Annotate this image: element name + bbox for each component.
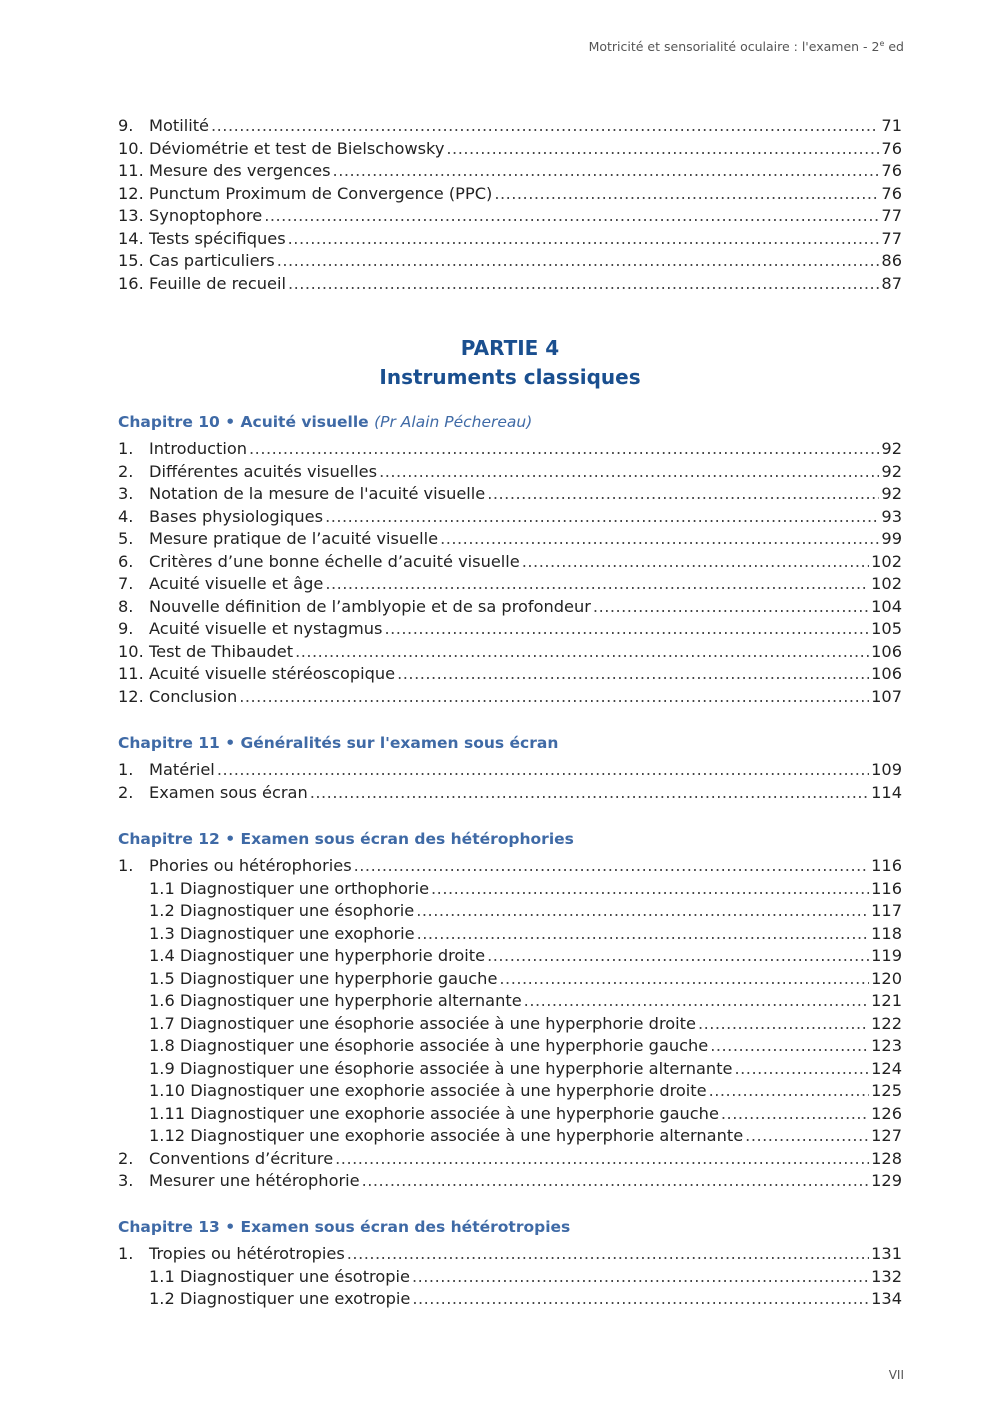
dot-leader [288,273,879,296]
entry-title: Critères d’une bonne échelle d’acuité visuelle [149,551,520,571]
dot-leader [494,183,879,206]
toc-entry [118,618,902,641]
toc-subentry [118,1103,902,1126]
toc-subentry [118,1080,902,1103]
chapter-12 [118,827,902,1193]
entry-title: 1.7 Diagnostiquer une ésophorie associée à une hyperphorie droite [149,1013,696,1033]
dot-leader [310,782,869,805]
chapter-entry-list [118,438,902,708]
entry-page-number: 132 [871,1266,902,1286]
dot-leader [277,250,880,273]
entry-number: 10. [118,138,144,158]
toc-entry [118,115,902,138]
toc-subentry [118,923,902,946]
dot-leader [709,1080,869,1103]
entry-title: Phories ou hétérophories [149,856,352,875]
entry-page-number: 126 [871,1103,902,1123]
entry-page-number: 109 [871,760,902,779]
intro-entry-list [118,115,902,295]
entry-title: Motilité [149,116,210,135]
dot-leader [524,990,869,1013]
toc-entry [118,686,902,709]
entry-title: Feuille de recueil [149,273,286,293]
dot-leader [211,115,879,138]
toc-subentry [118,945,902,968]
part-title: Instruments classiques [379,365,641,389]
toc-entry [118,759,902,782]
toc-entry [118,1148,902,1171]
dot-leader [487,945,869,968]
chapter-title: Chapitre 13 • Examen sous écran des hétérotropies [118,1218,571,1236]
entry-number: 1. [118,439,134,458]
chapter-author: (Pr Alain Péchereau) [374,413,533,431]
entry-page-number: 128 [871,1148,902,1168]
toc-subentry [118,1013,902,1036]
entry-number: 5. [118,529,134,548]
dot-leader [217,759,869,782]
dot-leader [335,1148,869,1171]
entry-number: 2. [118,461,134,481]
entry-title: Mesure pratique de l’acuité visuelle [149,529,439,548]
toc-entry [118,1243,902,1266]
dot-leader [487,483,879,506]
entry-page-number: 118 [871,923,902,943]
entry-page-number: 131 [871,1244,902,1263]
entry-number: 12. [118,686,144,706]
entry-page-number: 102 [871,574,902,593]
entry-page-number: 87 [881,273,902,293]
entry-number: 6. [118,551,134,571]
entry-page-number: 116 [871,878,902,898]
dot-leader [412,1288,869,1311]
dot-leader [384,618,869,641]
entry-title: Acuité visuelle et âge [149,574,324,593]
entry-title: 1.6 Diagnostiquer une hyperphorie alternante [149,991,522,1010]
dot-leader [417,923,869,946]
toc-entry [118,506,902,529]
dot-leader [239,686,869,709]
entry-number: 13. [118,206,144,225]
toc-entry [118,205,902,228]
entry-page-number: 121 [871,991,902,1010]
entry-number: 9. [118,116,134,135]
entry-title: 1.12 Diagnostiquer une exophorie associée à une hyperphorie alternante [149,1126,744,1145]
entry-page-number: 106 [871,664,902,683]
entry-number: 10. [118,641,144,661]
chapter-entry-list [118,759,902,804]
entry-page-number: 117 [871,901,902,920]
entry-title: Notation de la mesure de l'acuité visuelle [149,484,486,503]
toc-entry [118,641,902,664]
chapter-heading [118,1215,902,1239]
entry-page-number: 77 [881,228,902,248]
entry-number: 3. [118,484,134,503]
entry-number: 11. [118,161,144,180]
chapter-heading [118,410,902,434]
entry-page-number: 105 [871,619,902,638]
chapter-11 [118,731,902,804]
dot-leader [354,855,869,878]
entry-title: Mesurer une hétérophorie [149,1171,360,1190]
dot-leader [698,1013,869,1036]
entry-title: Test de Thibaudet [149,641,294,661]
entry-page-number: 122 [871,1013,902,1033]
entry-number: 15. [118,251,144,270]
toc-subentry [118,1125,902,1148]
dot-leader [416,900,869,923]
entry-number: 1. [118,760,134,779]
toc-subentry [118,900,902,923]
dot-leader [325,506,879,529]
entry-title: 1.5 Diagnostiquer une hyperphorie gauche [149,968,498,988]
toc-subentry [118,1266,902,1289]
entry-page-number: 93 [881,506,902,526]
entry-title: 1.2 Diagnostiquer une exotropie [149,1289,411,1308]
entry-title: Tests spécifiques [149,228,286,248]
toc-entry [118,551,902,574]
running-title: Motricité et sensorialité oculaire : l'examen - 2 [588,39,880,55]
toc-entry [118,528,902,551]
entry-title: 1.9 Diagnostiquer une ésophorie associée à une hyperphorie alternante [149,1058,733,1078]
dot-leader [333,160,880,183]
entry-title: Examen sous écran [149,782,308,802]
toc-entry [118,183,902,206]
entry-title: Acuité visuelle stéréoscopique [149,664,396,683]
part-label: PARTIE 4 [460,336,560,360]
toc-subentry [118,1288,902,1311]
entry-page-number: 92 [881,484,902,503]
toc-entry [118,782,902,805]
entry-number: 8. [118,596,134,616]
entry-title: 1.1 Diagnostiquer une orthophorie [149,878,430,898]
entry-page-number: 104 [871,596,902,616]
entry-title: 1.3 Diagnostiquer une exophorie [149,923,415,943]
entry-number: 1. [118,856,134,875]
entry-title: Conventions d’écriture [149,1148,334,1168]
entry-page-number: 123 [871,1036,902,1055]
entry-page-number: 124 [871,1058,902,1078]
entry-number: 1. [118,1244,134,1263]
entry-page-number: 116 [871,856,902,875]
toc-entry [118,573,902,596]
entry-page-number: 86 [881,251,902,270]
chapter-title: Chapitre 11 • Généralités sur l'examen sous écran [118,734,559,752]
dot-leader [412,1266,869,1289]
entry-number: 2. [118,1148,134,1168]
toc-entry [118,483,902,506]
entry-number: 4. [118,506,134,526]
entry-page-number: 119 [871,946,902,965]
toc-entry [118,596,902,619]
edition-superscript: e [879,39,885,48]
dot-leader [593,596,869,619]
entry-number: 14. [118,228,144,248]
toc-subentry [118,878,902,901]
entry-title: Punctum Proximum de Convergence (PPC) [149,183,493,203]
entry-title: Cas particuliers [149,251,275,270]
dot-leader [710,1035,869,1058]
dot-leader [249,438,879,461]
dot-leader [397,663,869,686]
entry-title: Mesure des vergences [149,161,331,180]
entry-number: 3. [118,1171,134,1190]
toc-entry [118,438,902,461]
toc-entry [118,160,902,183]
entry-number: 2. [118,782,134,802]
entry-page-number: 76 [881,138,902,158]
chapter-13 [118,1215,902,1311]
toc-subentry [118,968,902,991]
entry-title: Tropies ou hétérotropies [149,1244,345,1263]
dot-leader [721,1103,869,1126]
entry-title: 1.2 Diagnostiquer une ésophorie [149,901,415,920]
entry-page-number: 71 [881,116,902,135]
entry-page-number: 120 [871,968,902,988]
entry-page-number: 99 [881,529,902,548]
entry-page-number: 77 [881,206,902,225]
entry-page-number: 125 [871,1081,902,1100]
part-heading [118,334,902,392]
chapter-title: Chapitre 10 • Acuité visuelle [118,413,375,431]
entry-page-number: 92 [881,439,902,458]
entry-number: 9. [118,619,134,638]
dot-leader [362,1170,870,1193]
dot-leader [295,641,869,664]
dot-leader [735,1058,870,1081]
entry-title: Matériel [149,760,215,779]
entry-title: Introduction [149,439,248,458]
entry-page-number: 92 [881,461,902,481]
entry-title: 1.10 Diagnostiquer une exophorie associée à une hyperphorie droite [149,1081,707,1100]
running-header [589,39,904,54]
toc-entry [118,855,902,878]
toc-entry [118,138,902,161]
entry-number: 11. [118,664,144,683]
chapter-entry-list [118,1243,902,1311]
entry-number: 7. [118,574,134,593]
entry-title: 1.8 Diagnostiquer une ésophorie associée à une hyperphorie gauche [149,1036,709,1055]
toc-entry [118,273,902,296]
toc-subentry [118,990,902,1013]
entry-title: Nouvelle définition de l’amblyopie et de sa profondeur [149,596,591,616]
entry-title: 1.1 Diagnostiquer une ésotropie [149,1266,410,1286]
entry-page-number: 114 [871,782,902,802]
dot-leader [440,528,879,551]
toc-entry [118,461,902,484]
chapter-heading [118,731,902,755]
entry-page-number: 102 [871,551,902,571]
dot-leader [379,461,879,484]
toc-subentry [118,1035,902,1058]
chapter-entry-list [118,855,902,1193]
dot-leader [347,1243,869,1266]
dot-leader [264,205,879,228]
entry-number: 16. [118,273,144,293]
dot-leader [288,228,880,251]
entry-page-number: 127 [871,1126,902,1145]
dot-leader [499,968,869,991]
entry-title: Acuité visuelle et nystagmus [149,619,383,638]
entry-number: 12. [118,183,144,203]
entry-title: Synoptophore [149,206,263,225]
dot-leader [325,573,869,596]
dot-leader [431,878,869,901]
entry-title: Bases physiologiques [149,506,324,526]
chapter-title: Chapitre 12 • Examen sous écran des hétérophories [118,830,574,848]
entry-title: Conclusion [149,686,238,706]
entry-page-number: 107 [871,686,902,706]
entry-title: 1.11 Diagnostiquer une exophorie associée à une hyperphorie gauche [149,1103,719,1123]
chapter-heading [118,827,902,851]
dot-leader [522,551,869,574]
edition-suffix: ed [884,39,904,55]
chapter-10 [118,410,902,708]
toc-entry [118,228,902,251]
entry-title: Déviométrie et test de Bielschowsky [149,138,445,158]
toc-entry [118,663,902,686]
toc-entry [118,250,902,273]
dot-leader [745,1125,869,1148]
entry-page-number: 134 [871,1289,902,1308]
entry-page-number: 106 [871,641,902,661]
entry-page-number: 76 [881,183,902,203]
entry-title: 1.4 Diagnostiquer une hyperphorie droite [149,946,486,965]
toc-entry [118,1170,902,1193]
entry-title: Différentes acuités visuelles [149,461,378,481]
page-number: VII [888,1368,904,1382]
toc-subentry [118,1058,902,1081]
entry-page-number: 76 [881,161,902,180]
dot-leader [446,138,879,161]
entry-page-number: 129 [871,1171,902,1190]
